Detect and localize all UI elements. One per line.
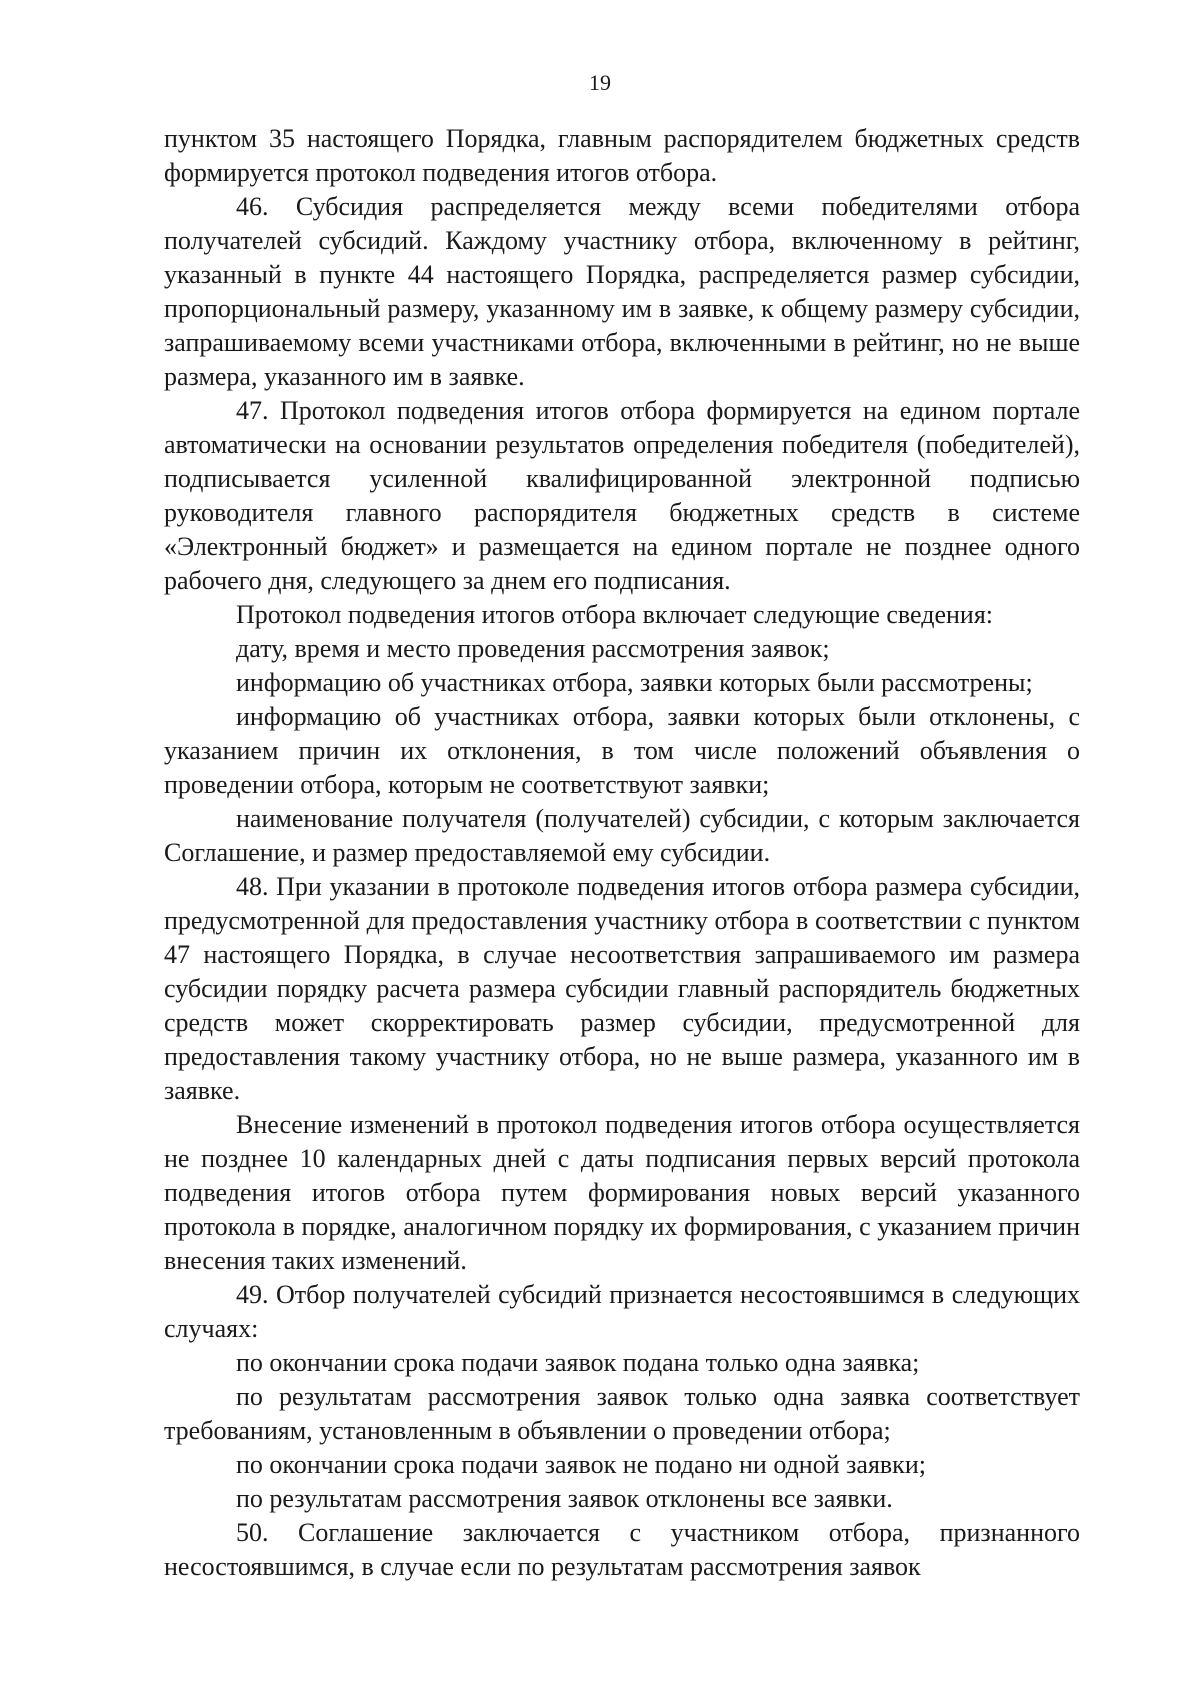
page-number: 19 <box>589 70 611 95</box>
paragraph-48: 48. При указании в протоколе подведения итогов отбора размера субсидии, предусмотренной для предоставления участнику отбора в соответствии с пунктом 47 настоящего Порядка, в случае несоответствия запрашиваемого им размера субсидии порядку расчета размера субсидии главный распорядитель бюджетных средств может скорректировать размер субсидии, предусмотренной для предоставления такому участнику отбора, но не выше размера, указанного им в заявке. <box>164 872 1080 1105</box>
list-item-reviewed: информацию об участниках отбора, заявки которых были рассмотрены; <box>236 668 1033 697</box>
list-item-date: дату, время и место проведения рассмотрения заявок; <box>236 634 830 663</box>
paragraph-protocol-contents: Протокол подведения итогов отбора включает следующие сведения: <box>236 600 993 629</box>
list-item-one-compliant: по результатам рассмотрения заявок только одна заявка соответствует требованиям, установленным в объявлении о проведении отбора; <box>164 1382 1080 1445</box>
paragraph-49: 49. Отбор получателей субсидий признается несостоявшимся в следующих случаях: <box>164 1280 1080 1343</box>
paragraph-46: 46. Субсидия распределяется между всеми победителями отбора получателей субсидий. Каждому участнику отбора, включенному в рейтинг, указанный в пункте 44 настоящего Порядка, распределяется размер субсидии, пропорциональный размеру, указанному им в заявке, к общему размеру субсидии, запрашиваемому всеми участниками отбора, включенными в рейтинг, но не выше размера, указанного им в заявке. <box>164 192 1080 391</box>
paragraph-50: 50. Соглашение заключается с участником отбора, признанного несостоявшимся, в случае если по результатам рассмотрения заявок <box>164 1518 1080 1581</box>
list-item-no-applications: по окончании срока подачи заявок не подано ни одной заявки; <box>236 1450 926 1479</box>
paragraph-47: 47. Протокол подведения итогов отбора формируется на едином портале автоматически на основании результатов определения победителя (победителей), подписывается усиленной квалифицированной электронной подписью руководителя главного распорядителя бюджетных средств в системе «Электронный бюджет» и размещается на едином портале не позднее одного рабочего дня, следующего за днем его подписания. <box>164 396 1080 595</box>
list-item-one-application: по окончании срока подачи заявок подана только одна заявка; <box>236 1348 920 1377</box>
paragraph-amendments: Внесение изменений в протокол подведения итогов отбора осуществляется не позднее 10 календарных дней с даты подписания первых версий протокола подведения итогов отбора путем формирования новых версий указанного протокола в порядке, аналогичном порядку их формирования, с указанием причин внесения таких изменений. <box>164 1110 1080 1275</box>
paragraph-continuation: пунктом 35 настоящего Порядка, главным распорядителем бюджетных средств формируется протокол подведения итогов отбора. <box>164 124 1080 187</box>
list-item-all-rejected: по результатам рассмотрения заявок отклонены все заявки. <box>236 1484 893 1513</box>
document-body <box>164 122 1080 1584</box>
list-item-rejected: информацию об участниках отбора, заявки которых были отклонены, с указанием причин их отклонения, в том числе положений объявления о проведении отбора, которым не соответствуют заявки; <box>164 702 1080 799</box>
list-item-recipient: наименование получателя (получателей) субсидии, с которым заключается Соглашение, и размер предоставляемой ему субсидии. <box>164 804 1080 867</box>
